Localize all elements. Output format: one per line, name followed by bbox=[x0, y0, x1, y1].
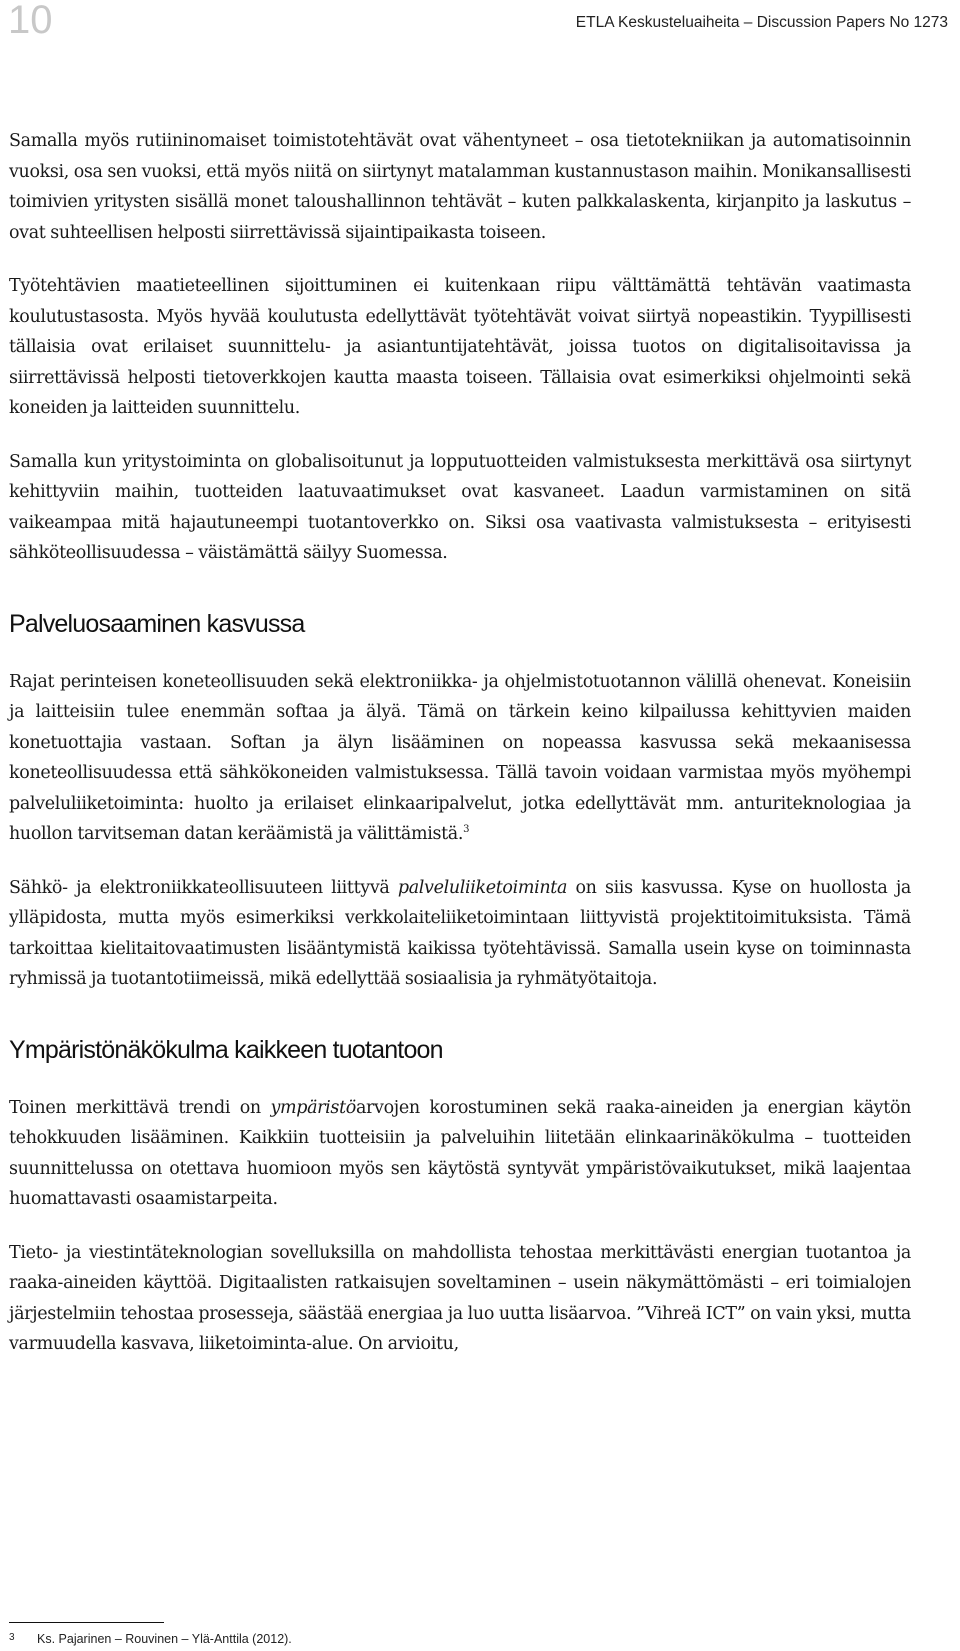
footnote-divider bbox=[9, 1622, 164, 1623]
paragraph-7: Tieto- ja viestintäteknologian sovelluksilla on mahdollista tehostaa merkittävästi energian tuotantoa ja raaka-aineiden käyttöä. Digitaalisten ratkaisujen soveltaminen – usein näkymättömästi – eri toimialojen järjestelmiin tehostaa prosesseja, säästää energiaa ja luo uutta lisäarvoa. ”Vihreä ICT” on vain yksi, mutta varmuudella kasvava, liiketoiminta-alue. On arvioitu, bbox=[9, 1242, 911, 1354]
paragraph-1: Samalla myös rutiininomaiset toimistotehtävät ovat vähentyneet – osa tietotekniikan ja automatisoinnin vuoksi, osa sen vuoksi, että myös niitä on siirtynyt matalamman kustannustason maihin. Monikansallisesti toimivien yritysten sisällä monet taloushallinnon tehtävät – kuten palkkalaskenta, kirjanpito ja laskutus – ovat suhteellisen helposti siirrettävissä sijaintipaikasta toiseen. bbox=[9, 131, 911, 243]
running-header: ETLA Keskusteluaiheita – Discussion Papers No 1273 bbox=[575, 14, 948, 31]
paragraph-4-text: Rajat perinteisen koneteollisuuden sekä elektroniikka- ja ohjelmistotuotannon välillä ohenevat. Koneisiin ja laitteisiin tulee enemmän softaa ja älyä. Tämä on tärkein keino kilpailussa kehittyvien maiden konetuottajia vastaan. Softan ja älyn lisääminen on nopeassa kasvussa sekä mekaanisessa koneteollisuudessa että sähkökoneiden valmistuksessa. Tällä tavoin voidaan varmistaa myös myöhempi palveluliiketoiminta: huolto ja erilaiset elinkaaripalvelut, jotka edellyttävät mm. anturiteknologiaa ja huollon tarvitseman datan keräämistä ja välittämistä. bbox=[9, 671, 911, 844]
paragraph-2: Työtehtävien maatieteellinen sijoittuminen ei kuitenkaan riipu välttämättä tehtävän vaatimasta koulutustasosta. Myös hyvää koulutusta edellyttävät työtehtävät voivat siirtyä nopeastikin. Tyypillisesti tällaisia ovat erilaiset suunnittelu- ja asiantuntijatehtävät, joissa tuotos on digitalisoitavissa ja siirrettävissä helposti tietoverkkojen kautta maasta toiseen. Tällaisia ovat esimerkiksi ohjelmointi sekä koneiden ja laitteiden suunnittelu. bbox=[9, 276, 911, 418]
paragraph-4 bbox=[9, 667, 911, 850]
paragraph-6-text-a: Toinen merkittävä trendi on bbox=[9, 1097, 271, 1118]
paragraph-5-emphasis: palveluliiketoiminta bbox=[397, 877, 568, 898]
main-text bbox=[9, 126, 911, 1383]
paragraph-5-text-a: Sähkö- ja elektroniikkateollisuuteen liittyvä bbox=[9, 877, 398, 898]
section-heading-ymparisto: Ympäristönäkökulma kaikkeen tuotantoon bbox=[9, 1035, 443, 1064]
section-heading-palveluosaaminen: Palveluosaaminen kasvussa bbox=[9, 609, 305, 638]
footnote bbox=[9, 1632, 292, 1646]
footnote-text: Ks. Pajarinen – Rouvinen – Ylä-Anttila (2012). bbox=[37, 1632, 292, 1646]
page-number: 10 bbox=[8, 0, 53, 42]
paragraph-5 bbox=[9, 873, 911, 995]
footnote-reference[interactable]: 3 bbox=[463, 824, 470, 836]
paragraph-5-text-b: on siis kasvussa. Kyse on huollosta ja ylläpidosta, mutta myös esimerkiksi verkkolaiteliiketoimintaan liittyvistä projektitoimituksista. Tämä tarkoittaa kielitaitovaatimusten lisääntymistä kaikissa työtehtävissä. Samalla usein kyse on toiminnasta ryhmissä ja tuotantotiimeissä, mikä edellyttää sosiaalisia ja ryhmätyötaitoja. bbox=[9, 877, 911, 989]
paragraph-6-emphasis: ympäristö bbox=[270, 1097, 356, 1118]
paragraph-6-text-b: arvojen korostuminen sekä raaka-aineiden ja energian käytön tehokkuuden lisääminen. Kaikkiin tuotteisiin ja palveluihin liitetään elinkaarinäkökulma – tuotteiden suunnittelussa on otettava huomioon myös sen käytöstä syntyvät ympäristövaikutukset, mikä laajentaa huomattavasti osaamistarpeita. bbox=[9, 1097, 911, 1209]
footnote-number: 3 bbox=[9, 1632, 15, 1643]
paragraph-3: Samalla kun yritystoiminta on globalisoitunut ja lopputuotteiden valmistuksesta merkittävä osa siirtynyt kehittyviin maihin, tuotteiden laatuvaatimukset ovat kasvaneet. Laadun varmistaminen on sitä vaikeampaa mitä hajautuneempi tuotantoverkko on. Siksi osa vaativasta valmistuksesta – erityisesti sähköteollisuudessa – väistämättä säilyy Suomessa. bbox=[9, 451, 911, 563]
paragraph-6 bbox=[9, 1093, 911, 1215]
